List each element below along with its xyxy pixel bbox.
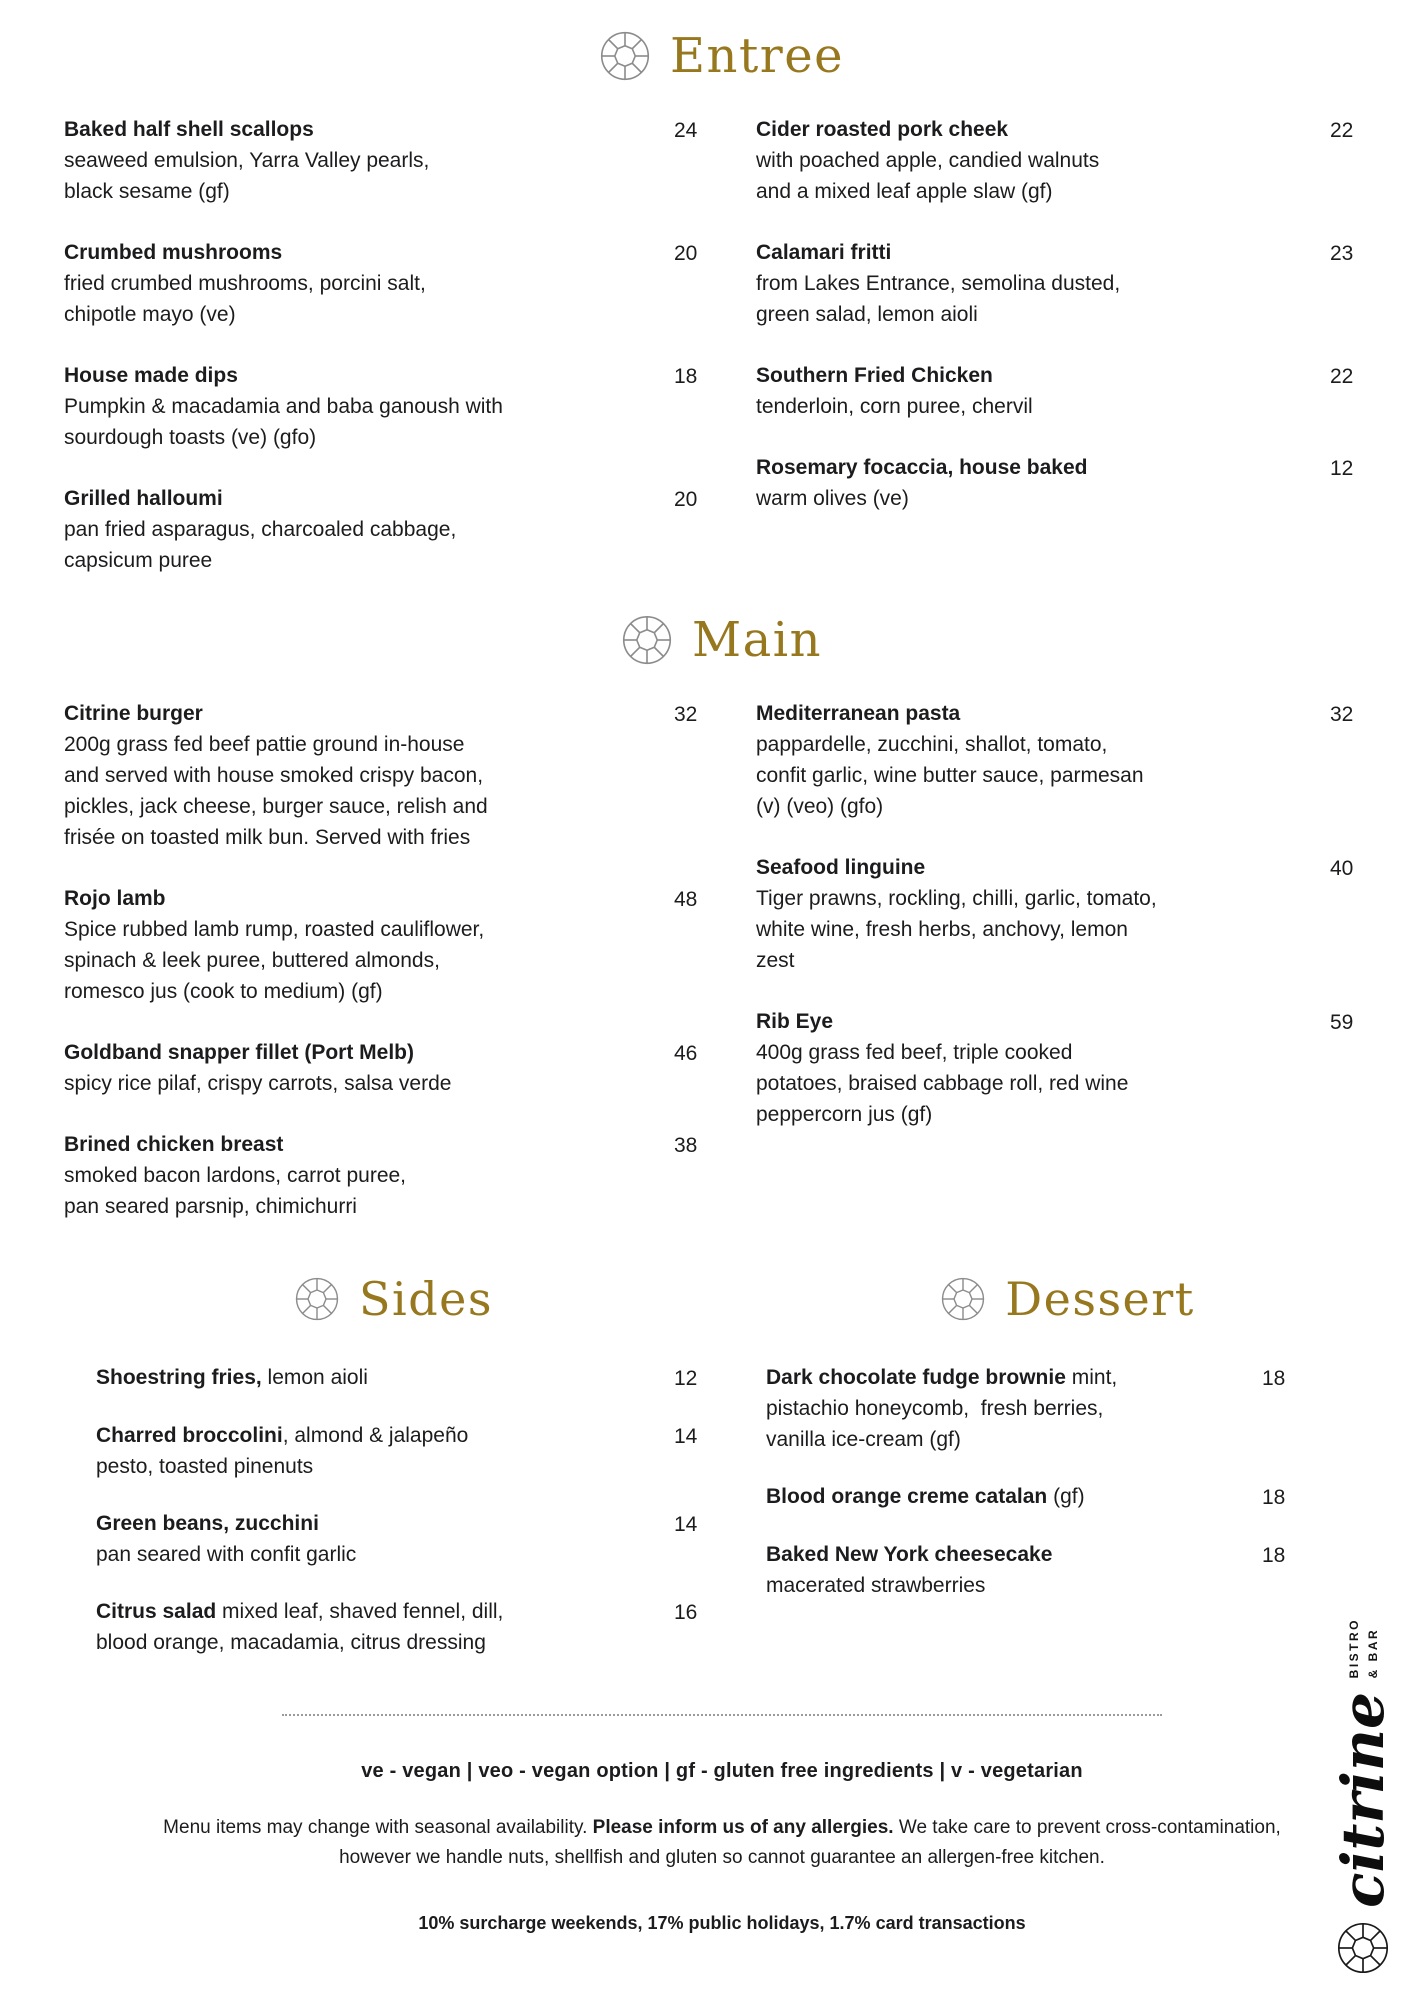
menu-item-text — [64, 360, 674, 453]
item-desc: Spice rubbed lamb rump, roasted cauliflower, spinach & leek puree, buttered almonds, romesco jus (cook to medium) (gf) — [64, 918, 485, 1003]
logo-diamond-icon — [1337, 1922, 1389, 1974]
dessert-list — [756, 1362, 1380, 1601]
item-desc: fried crumbed mushrooms, porcini salt, chipotle mayo (ve) — [64, 272, 426, 326]
sides-list — [64, 1362, 724, 1658]
item-name: Citrus salad — [96, 1600, 217, 1623]
item-name: Crumbed mushrooms — [64, 241, 283, 264]
menu-item — [64, 883, 724, 1007]
item-name: Cider roasted pork cheek — [756, 118, 1009, 141]
menu-item-text — [64, 883, 674, 1007]
logo-tagline-line2: & BAR — [1365, 1627, 1380, 1679]
item-price: 12 — [674, 1367, 698, 1390]
item-name: Charred broccolini — [96, 1424, 283, 1447]
section-title-text: Sides — [359, 1272, 493, 1326]
section-main — [64, 612, 1380, 1252]
menu-item — [64, 1362, 724, 1394]
item-name: Grilled halloumi — [64, 487, 223, 510]
item-price: 32 — [674, 703, 698, 726]
item-name: Shoestring fries, — [96, 1366, 262, 1389]
item-price: 14 — [674, 1425, 698, 1448]
item-desc: tenderloin, corn puree, chervil — [756, 395, 1033, 418]
dotted-divider — [282, 1714, 1162, 1716]
item-name: Dark chocolate fudge brownie — [766, 1366, 1066, 1389]
menu-item-text — [756, 237, 1330, 330]
menu-item — [64, 483, 724, 576]
footer — [64, 1700, 1380, 1934]
menu-item — [756, 1481, 1380, 1513]
surcharge-note: 10% surcharge weekends, 17% public holidays, 1.7% card transactions — [418, 1913, 1026, 1933]
menu-item-text — [64, 1037, 674, 1099]
item-desc-inline: mixed leaf, shaved fennel, dill, blood orange, macadamia, citrus dressing — [96, 1600, 504, 1654]
entree-right-column — [756, 114, 1380, 606]
allergy-note-post: We take care to prevent cross-contamination, however we handle nuts, shellfish and gluten so cannot guarantee an allergen-free kitchen. — [339, 1817, 1281, 1868]
item-price: 59 — [1330, 1011, 1354, 1034]
item-price: 20 — [674, 488, 698, 511]
menu-item-text — [64, 114, 674, 207]
item-price: 12 — [1330, 457, 1354, 480]
item-desc-inline: lemon aioli — [261, 1366, 368, 1389]
item-price: 48 — [674, 888, 698, 911]
menu-item — [756, 1362, 1380, 1455]
menu-item — [756, 698, 1380, 822]
item-desc: pappardelle, zucchini, shallot, tomato, confit garlic, wine butter sauce, parmesan (v) (veo) (gfo) — [756, 733, 1144, 818]
item-desc: pan fried asparagus, charcoaled cabbage, capsicum puree — [64, 518, 457, 572]
item-price: 46 — [674, 1042, 698, 1065]
item-desc: smoked bacon lardons, carrot puree, pan seared parsnip, chimichurri — [64, 1164, 407, 1218]
menu-item — [64, 698, 724, 853]
item-price: 40 — [1330, 857, 1354, 880]
menu-item-text — [96, 1420, 674, 1482]
menu-item — [756, 852, 1380, 976]
menu-item — [756, 1006, 1380, 1130]
item-price: 18 — [674, 365, 698, 388]
item-name: Rib Eye — [756, 1010, 834, 1033]
menu-item — [64, 1508, 724, 1570]
menu-item — [64, 1037, 724, 1099]
menu-item-text — [766, 1362, 1262, 1455]
section-title-main — [64, 612, 1380, 668]
item-desc: warm olives (ve) — [756, 487, 909, 510]
menu-item-text — [766, 1481, 1262, 1512]
menu-item-text — [96, 1362, 674, 1393]
menu-item — [756, 360, 1380, 422]
item-desc: from Lakes Entrance, semolina dusted, green salad, lemon aioli — [756, 272, 1121, 326]
section-entree — [64, 28, 1380, 606]
item-name: Citrine burger — [64, 702, 203, 725]
item-name: Rosemary focaccia, house baked — [756, 456, 1088, 479]
section-title-text: Entree — [670, 28, 844, 84]
item-name: Mediterranean pasta — [756, 702, 961, 725]
item-name: Calamari fritti — [756, 241, 892, 264]
item-desc: pan seared with confit garlic — [96, 1543, 357, 1566]
section-title-sides — [64, 1272, 724, 1326]
logo — [1329, 1618, 1397, 1974]
section-title-dessert — [756, 1272, 1380, 1326]
main-left-column — [64, 698, 724, 1252]
item-desc-inline: mint, pistachio honeycomb, fresh berries, vanilla ice-cream (gf) — [766, 1366, 1118, 1451]
item-name: Brined chicken breast — [64, 1133, 284, 1156]
menu-item-text — [96, 1596, 674, 1658]
item-name: Seafood linguine — [756, 856, 926, 879]
menu-item-text — [766, 1539, 1262, 1601]
item-price: 24 — [674, 119, 698, 142]
item-name: Blood orange creme catalan — [766, 1485, 1048, 1508]
item-price: 22 — [1330, 119, 1354, 142]
menu-item — [756, 452, 1380, 514]
menu-item — [64, 1596, 724, 1658]
logo-wordmark: citrine — [1329, 1692, 1397, 1909]
menu-item-text — [756, 1006, 1330, 1130]
item-name: Baked New York cheesecake — [766, 1543, 1053, 1566]
item-price: 23 — [1330, 242, 1354, 265]
item-desc-inline: (gf) — [1047, 1485, 1085, 1508]
allergy-note-bold: Please inform us of any allergies. — [592, 1817, 894, 1838]
item-price: 18 — [1262, 1544, 1286, 1567]
item-name: Rojo lamb — [64, 887, 166, 910]
item-price: 38 — [674, 1134, 698, 1157]
item-price: 16 — [674, 1601, 698, 1624]
item-name: Baked half shell scallops — [64, 118, 314, 141]
dietary-legend: ve - vegan | veo - vegan option | gf - gluten free ingredients | v - vegetarian — [361, 1760, 1083, 1782]
item-desc: spicy rice pilaf, crispy carrots, salsa verde — [64, 1072, 452, 1095]
menu-item — [64, 1129, 724, 1222]
logo-tagline-line1: BISTRO — [1346, 1618, 1361, 1679]
menu-item-text — [756, 360, 1330, 422]
menu-item-text — [96, 1508, 674, 1570]
item-desc: seaweed emulsion, Yarra Valley pearls, black sesame (gf) — [64, 149, 430, 203]
item-price: 20 — [674, 242, 698, 265]
item-name: Southern Fried Chicken — [756, 364, 993, 387]
menu-item-text — [756, 698, 1330, 822]
item-price: 18 — [1262, 1367, 1286, 1390]
diamond-icon — [600, 31, 650, 81]
menu-item — [64, 237, 724, 330]
item-desc: 200g grass fed beef pattie ground in-house and served with house smoked crispy bacon, pickles, jack cheese, burger sauce, relish and frisée on toasted milk bun. Served with fries — [64, 733, 488, 849]
allergy-note — [137, 1813, 1307, 1873]
menu-item — [756, 1539, 1380, 1601]
allergy-note-pre: Menu items may change with seasonal availability. — [163, 1817, 593, 1838]
menu-item — [64, 360, 724, 453]
item-price: 18 — [1262, 1486, 1286, 1509]
menu-item — [64, 114, 724, 207]
diamond-icon — [941, 1277, 985, 1321]
menu-item-text — [756, 452, 1330, 514]
section-sides — [64, 1272, 724, 1684]
item-name: Green beans, zucchini — [96, 1512, 319, 1535]
menu-item-text — [64, 1129, 674, 1222]
item-price: 22 — [1330, 365, 1354, 388]
item-price: 14 — [674, 1513, 698, 1536]
item-desc: 400g grass fed beef, triple cooked potatoes, braised cabbage roll, red wine peppercorn jus (gf) — [756, 1041, 1129, 1126]
menu-item — [756, 237, 1380, 330]
item-name: Goldband snapper fillet (Port Melb) — [64, 1041, 415, 1064]
item-name: House made dips — [64, 364, 238, 387]
item-desc: Pumpkin & macadamia and baba ganoush with sourdough toasts (ve) (gfo) — [64, 395, 503, 449]
menu-item-text — [64, 483, 674, 576]
entree-left-column — [64, 114, 724, 606]
section-dessert — [756, 1272, 1380, 1684]
item-desc: Tiger prawns, rockling, chilli, garlic, tomato, white wine, fresh herbs, anchovy, lemon zest — [756, 887, 1157, 972]
item-price: 32 — [1330, 703, 1354, 726]
menu-item — [756, 114, 1380, 207]
menu-item — [64, 1420, 724, 1482]
item-desc: macerated strawberries — [766, 1574, 986, 1597]
item-desc-inline: , almond & jalapeño pesto, toasted pinenuts — [96, 1424, 469, 1478]
item-desc: with poached apple, candied walnuts and a mixed leaf apple slaw (gf) — [756, 149, 1100, 203]
section-title-text: Dessert — [1005, 1272, 1195, 1326]
diamond-icon — [295, 1277, 339, 1321]
menu-item-text — [756, 114, 1330, 207]
bottom-sections — [64, 1272, 1380, 1684]
section-title-entree — [64, 28, 1380, 84]
menu-item-text — [756, 852, 1330, 976]
logo-tagline — [1347, 1618, 1380, 1678]
menu-item-text — [64, 237, 674, 330]
section-title-text: Main — [691, 612, 823, 668]
menu-item-text — [64, 698, 674, 853]
diamond-icon — [622, 615, 672, 665]
main-right-column — [756, 698, 1380, 1252]
